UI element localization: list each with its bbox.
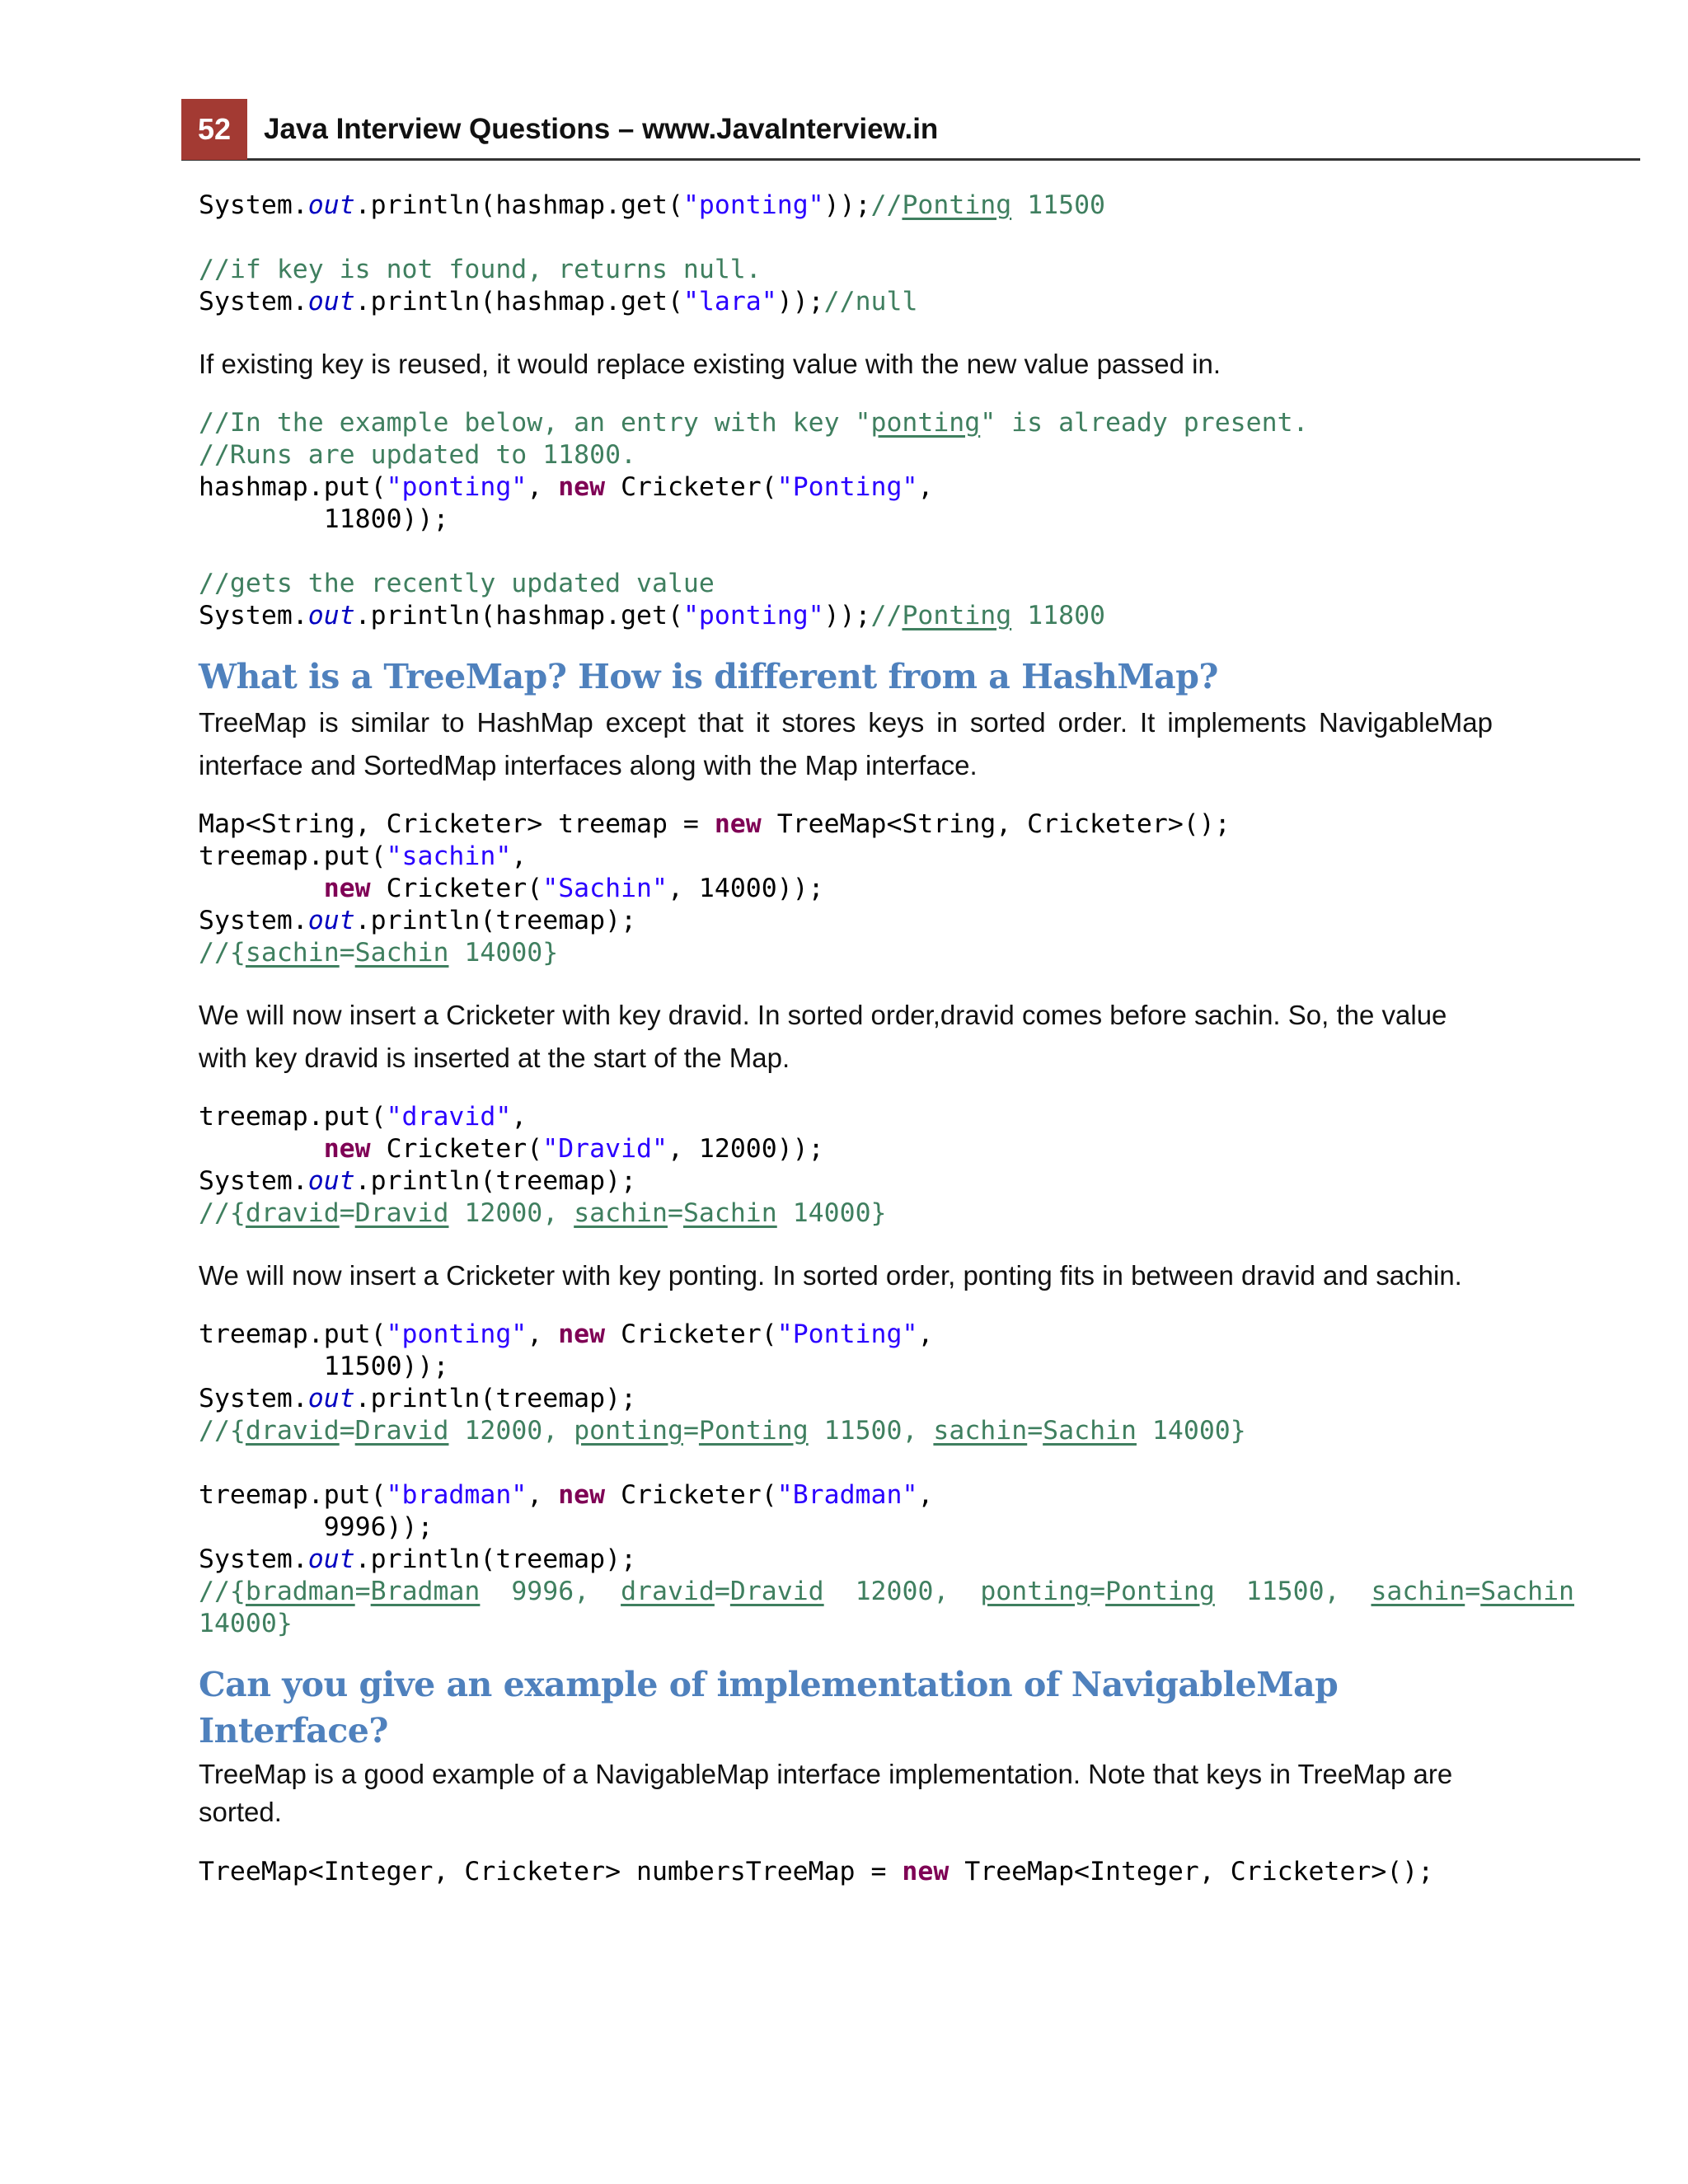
code-comment: // bbox=[870, 601, 903, 630]
code-comment: Sachin bbox=[1480, 1577, 1575, 1606]
code-comment: 9996, bbox=[480, 1577, 621, 1606]
code-line bbox=[199, 1165, 1493, 1197]
code-token: System. bbox=[199, 906, 308, 935]
page-content bbox=[199, 190, 1575, 1888]
code-comment: " is already present. bbox=[980, 408, 1309, 438]
code-token: .println(treemap); bbox=[354, 1384, 637, 1413]
code-token: 11800)); bbox=[199, 504, 449, 534]
code-comment: Ponting bbox=[902, 190, 1012, 220]
code-line bbox=[199, 439, 1493, 471]
code-token: , bbox=[917, 1480, 934, 1510]
code-token: 11500)); bbox=[199, 1352, 449, 1381]
code-keyword: new bbox=[714, 809, 762, 839]
code-string: "lara" bbox=[682, 287, 777, 316]
code-comment: Ponting bbox=[1105, 1577, 1215, 1606]
code-string: "sachin" bbox=[386, 841, 512, 871]
code-block-treemap-dravid bbox=[199, 1101, 1493, 1230]
code-comment: ponting bbox=[574, 1416, 683, 1446]
code-line bbox=[199, 1351, 1493, 1383]
code-token: Cricketer( bbox=[370, 1134, 543, 1164]
code-line bbox=[199, 1415, 1493, 1447]
code-keyword: new bbox=[558, 1319, 606, 1349]
code-line bbox=[199, 905, 1493, 937]
code-token: , bbox=[511, 841, 528, 871]
code-comment: ponting bbox=[980, 1577, 1090, 1606]
code-comment: dravid bbox=[621, 1577, 715, 1606]
code-token: .println(treemap); bbox=[354, 1544, 637, 1574]
code-string: "dravid" bbox=[386, 1102, 512, 1132]
code-comment: Ponting bbox=[902, 601, 1012, 630]
code-token: System. bbox=[199, 1166, 308, 1196]
code-token: treemap.put( bbox=[199, 1102, 387, 1132]
code-comment: //{ bbox=[199, 1416, 246, 1446]
code-block-hashmap-get bbox=[199, 190, 1493, 318]
code-comment: 14000} bbox=[448, 938, 559, 968]
code-token: System. bbox=[199, 1384, 308, 1413]
code-keyword: new bbox=[558, 1480, 606, 1510]
code-comment: Sachin bbox=[1043, 1416, 1137, 1446]
code-comment: bradman bbox=[245, 1577, 355, 1606]
code-line bbox=[199, 1544, 1493, 1576]
code-line bbox=[199, 873, 1493, 905]
code-line bbox=[199, 407, 1493, 439]
code-keyword: new bbox=[323, 1134, 371, 1164]
code-comment: Dravid bbox=[729, 1577, 824, 1606]
code-string: "bradman" bbox=[386, 1480, 528, 1510]
code-comment: = bbox=[667, 1198, 683, 1228]
code-block-hashmap-put bbox=[199, 407, 1493, 632]
code-comment: // bbox=[870, 190, 903, 220]
code-comment: dravid bbox=[245, 1198, 340, 1228]
code-comment: //if key is not found, returns null. bbox=[199, 255, 762, 284]
code-comment: 11800 bbox=[1011, 601, 1106, 630]
code-block-treemap-ponting bbox=[199, 1319, 1575, 1640]
code-comment: 14000} bbox=[199, 1609, 293, 1638]
code-token: Cricketer( bbox=[605, 1480, 777, 1510]
code-comment: = bbox=[714, 1577, 730, 1606]
code-comment: Ponting bbox=[698, 1416, 809, 1446]
code-line bbox=[199, 1511, 1493, 1544]
code-token: )); bbox=[823, 190, 871, 220]
section-heading-navigablemap: Can you give an example of implementation of NavigableMap Interface? bbox=[199, 1665, 1339, 1750]
paragraph-dravid-insert: We will now insert a Cricketer with key dravid. In sorted order,dravid comes before sachin. So, the value with key dravid is inserted at the start of the Map. bbox=[199, 1000, 1447, 1073]
code-block-numbers-treemap bbox=[199, 1856, 1493, 1888]
code-comment: sachin bbox=[574, 1198, 668, 1228]
code-token: out bbox=[307, 906, 355, 935]
code-comment: = bbox=[1027, 1416, 1043, 1446]
code-line bbox=[199, 471, 1493, 504]
code-blank-line bbox=[199, 1447, 1493, 1479]
code-token: .println(treemap); bbox=[354, 1166, 637, 1196]
code-token: , bbox=[527, 472, 559, 502]
code-token: .println(hashmap.get( bbox=[354, 287, 683, 316]
code-token: out bbox=[307, 190, 355, 220]
code-string: "Bradman" bbox=[776, 1480, 918, 1510]
paragraph-existing-key: If existing key is reused, it would replace existing value with the new value passed in. bbox=[199, 349, 1221, 379]
code-comment: sachin bbox=[933, 1416, 1028, 1446]
code-comment: = bbox=[339, 1416, 355, 1446]
code-string: "Ponting" bbox=[776, 472, 918, 502]
code-comment: //In the example below, an entry with key " bbox=[199, 408, 871, 438]
code-indent bbox=[199, 874, 324, 903]
section-heading-treemap: What is a TreeMap? How is different from a HashMap? bbox=[199, 657, 1218, 696]
code-token: , bbox=[917, 1319, 934, 1349]
code-comment: Bradman bbox=[370, 1577, 481, 1606]
code-line bbox=[199, 1479, 1493, 1511]
code-token: , bbox=[511, 1102, 528, 1132]
code-blank-line bbox=[199, 222, 1493, 254]
code-token: 9996)); bbox=[199, 1512, 434, 1542]
code-comment: 11500, bbox=[1214, 1577, 1372, 1606]
code-comment: = bbox=[1090, 1577, 1106, 1606]
code-token: out bbox=[307, 1544, 355, 1574]
page-header bbox=[181, 99, 1640, 161]
code-token: Cricketer( bbox=[605, 1319, 777, 1349]
code-line bbox=[199, 1383, 1493, 1415]
code-comment: = bbox=[339, 938, 355, 968]
code-comment: //{ bbox=[199, 1577, 246, 1606]
paragraph-treemap-intro: TreeMap is similar to HashMap except that it stores keys in sorted order. It implements NavigableMap interface and SortedMap interfaces along with the Map interface. bbox=[199, 707, 1493, 780]
code-line bbox=[199, 1101, 1493, 1133]
code-token: , 12000)); bbox=[667, 1134, 824, 1164]
paragraph-ponting-insert: We will now insert a Cricketer with key ponting. In sorted order, ponting fits in between dravid and sachin. bbox=[199, 1260, 1462, 1291]
code-token: Cricketer( bbox=[605, 472, 777, 502]
code-line bbox=[199, 808, 1493, 841]
code-comment: sachin bbox=[245, 938, 340, 968]
code-comment: Sachin bbox=[682, 1198, 777, 1228]
code-token: out bbox=[307, 601, 355, 630]
code-token: , bbox=[527, 1480, 559, 1510]
code-token: TreeMap<String, Cricketer>(); bbox=[761, 809, 1231, 839]
code-token: out bbox=[307, 287, 355, 316]
code-token: System. bbox=[199, 190, 308, 220]
paragraph-navigablemap-intro: TreeMap is a good example of a NavigableMap interface implementation. Note that keys in TreeMap are sorted. bbox=[199, 1759, 1453, 1827]
code-comment: = bbox=[682, 1416, 699, 1446]
code-comment: 12000, bbox=[823, 1577, 981, 1606]
code-line bbox=[199, 190, 1493, 222]
code-comment: 12000, bbox=[448, 1416, 574, 1446]
code-indent bbox=[199, 1134, 324, 1164]
code-comment: ponting bbox=[870, 408, 981, 438]
code-line bbox=[199, 504, 1493, 536]
code-comment: sachin bbox=[1371, 1577, 1465, 1606]
code-string: "Dravid" bbox=[542, 1134, 668, 1164]
code-comment: //Runs are updated to 11800. bbox=[199, 440, 637, 470]
code-comment: //null bbox=[823, 287, 918, 316]
code-comment: 11500, bbox=[808, 1416, 934, 1446]
code-string: "Sachin" bbox=[542, 874, 668, 903]
code-token: .println(treemap); bbox=[354, 906, 637, 935]
code-token: hashmap.put( bbox=[199, 472, 387, 502]
code-line bbox=[199, 568, 1493, 600]
code-token: , bbox=[527, 1319, 559, 1349]
code-line bbox=[199, 254, 1493, 286]
code-block-treemap-sachin bbox=[199, 808, 1493, 969]
code-keyword: new bbox=[558, 472, 606, 502]
code-token: Map<String, Cricketer> treemap = bbox=[199, 809, 715, 839]
code-comment: dravid bbox=[245, 1416, 340, 1446]
code-line bbox=[199, 1576, 1575, 1608]
code-token: System. bbox=[199, 287, 308, 316]
code-token: treemap.put( bbox=[199, 1480, 387, 1510]
code-comment: 11500 bbox=[1011, 190, 1106, 220]
code-comment: Dravid bbox=[354, 1416, 449, 1446]
code-comment: = bbox=[339, 1198, 355, 1228]
code-string: "ponting" bbox=[386, 472, 528, 502]
code-line bbox=[199, 1319, 1493, 1351]
code-token: .println(hashmap.get( bbox=[354, 601, 683, 630]
code-comment: Dravid bbox=[354, 1198, 449, 1228]
code-line bbox=[199, 600, 1493, 632]
code-comment: 14000} bbox=[776, 1198, 887, 1228]
code-token: TreeMap<Integer, Cricketer>(); bbox=[949, 1857, 1434, 1886]
code-comment: = bbox=[354, 1577, 371, 1606]
code-comment: Sachin bbox=[354, 938, 449, 968]
code-token: out bbox=[307, 1166, 355, 1196]
code-comment: //gets the recently updated value bbox=[199, 569, 715, 598]
code-token: Cricketer( bbox=[370, 874, 543, 903]
code-token: TreeMap<Integer, Cricketer> numbersTreeMap = bbox=[199, 1857, 903, 1886]
code-line bbox=[199, 1856, 1493, 1888]
code-token: , 14000)); bbox=[667, 874, 824, 903]
code-comment: //{ bbox=[199, 1198, 246, 1228]
code-blank-line bbox=[199, 536, 1493, 568]
running-header-title: Java Interview Questions – www.JavaInterview.in bbox=[264, 113, 939, 145]
code-token: treemap.put( bbox=[199, 841, 387, 871]
code-token: , bbox=[917, 472, 934, 502]
code-token: )); bbox=[823, 601, 871, 630]
code-string: "ponting" bbox=[386, 1319, 528, 1349]
code-token: .println(hashmap.get( bbox=[354, 190, 683, 220]
code-token: treemap.put( bbox=[199, 1319, 387, 1349]
code-keyword: new bbox=[902, 1857, 950, 1886]
code-comment: = bbox=[1465, 1577, 1481, 1606]
code-line bbox=[199, 286, 1493, 318]
code-keyword: new bbox=[323, 874, 371, 903]
code-comment: 14000} bbox=[1136, 1416, 1246, 1446]
code-line bbox=[199, 1133, 1493, 1165]
code-line bbox=[199, 1197, 1493, 1230]
code-string: "ponting" bbox=[682, 601, 824, 630]
code-token: System. bbox=[199, 601, 308, 630]
code-token: out bbox=[307, 1384, 355, 1413]
code-line bbox=[199, 937, 1493, 969]
code-token: )); bbox=[776, 287, 824, 316]
code-comment: 12000, bbox=[448, 1198, 574, 1228]
code-string: "ponting" bbox=[682, 190, 824, 220]
code-line bbox=[199, 1608, 1493, 1640]
code-comment: //{ bbox=[199, 938, 246, 968]
code-token: System. bbox=[199, 1544, 308, 1574]
code-line bbox=[199, 841, 1493, 873]
page-number-badge: 52 bbox=[181, 99, 247, 160]
code-string: "Ponting" bbox=[776, 1319, 918, 1349]
